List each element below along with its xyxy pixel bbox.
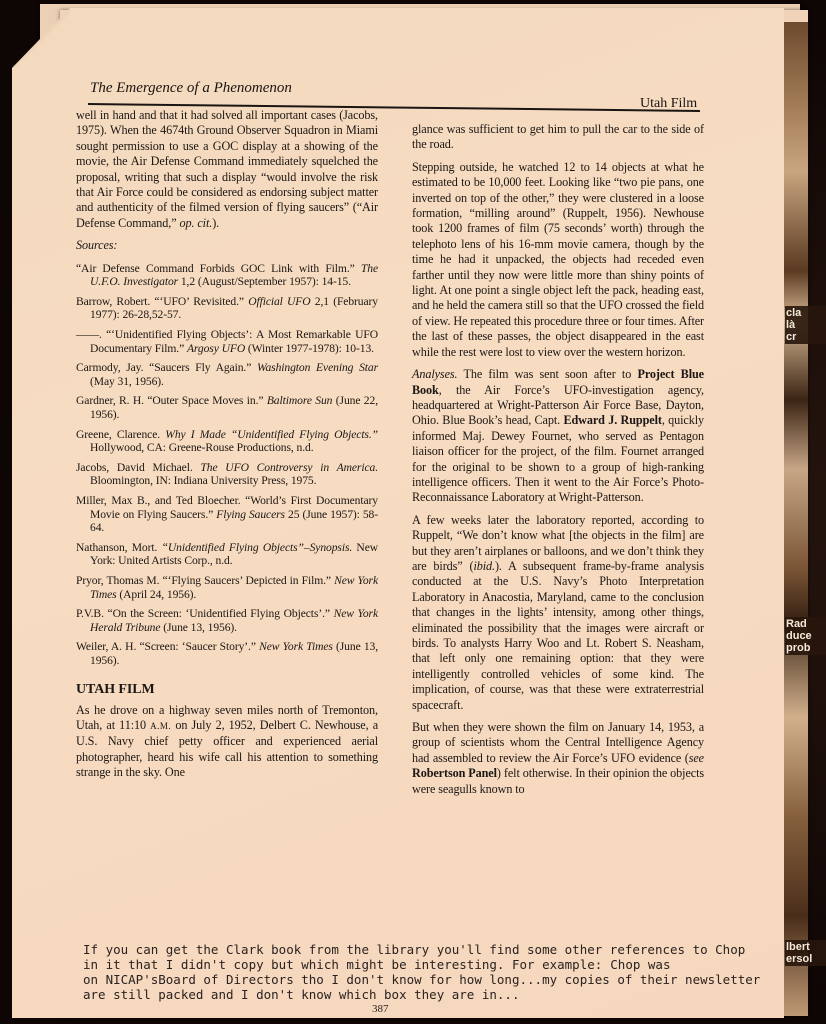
reference-details: (Winter 1977-1978): 10-13. bbox=[245, 341, 374, 355]
typed-row bbox=[83, 957, 783, 972]
reference-entry bbox=[76, 361, 378, 388]
reference-author: “Air Defense Command Forbids GOC Link with Film.” bbox=[76, 261, 361, 275]
text: But when they were shown the film on January 14, 1953, a group of scientists whom the Central Intelligence Agency had assembled to review the Air Force’s UFO evidence ( bbox=[412, 720, 704, 765]
reference-entry bbox=[76, 262, 378, 289]
time-small-caps: A.M. bbox=[150, 720, 172, 731]
reference-author: Barrow, Robert. “‘UFO’ Revisited.” bbox=[76, 294, 249, 308]
reference-author: P.V.B. “On the Screen: ‘Unidentified Flying Objects’.” bbox=[76, 607, 334, 621]
background-fragment-text: cla là cr bbox=[785, 306, 826, 344]
reference-title: Flying Saucers bbox=[216, 507, 285, 521]
cross-reference: Edward J. Ruppelt bbox=[563, 413, 662, 428]
cross-reference: Robertson Panel bbox=[412, 766, 497, 781]
reference-details: (June 13, 1956). bbox=[90, 640, 379, 667]
reference-author: Pryor, Thomas M. “‘Flying Saucers’ Depicted in Film.” bbox=[76, 573, 335, 587]
analyses-paragraph bbox=[412, 367, 704, 506]
citation-italic: ibid. bbox=[473, 558, 495, 573]
reference-entry bbox=[76, 541, 378, 568]
reference-title: The UFO Controversy in America. bbox=[200, 460, 378, 474]
reference-entry bbox=[76, 461, 378, 488]
reference-author: Greene, Clarence. bbox=[76, 427, 166, 441]
background-fragment-text: lbert ersol bbox=[785, 940, 826, 966]
reference-details: New York: United Artists Corp., n.d. bbox=[90, 540, 379, 568]
reference-title: The U.F.O. Investigator bbox=[90, 261, 378, 289]
typed-line: are still packed and I don't know which box they are in... bbox=[83, 987, 520, 1002]
reference-title: New York Herald Tribune bbox=[90, 607, 378, 634]
reference-title: Baltimore Sun bbox=[266, 394, 333, 408]
reference-author: Jacobs, David Michael. bbox=[76, 460, 201, 474]
reference-author: Nathanson, Mort. bbox=[76, 540, 162, 554]
background-photo-strip bbox=[784, 22, 808, 1016]
reference-details: 1,2 (August/September 1957): 14-15. bbox=[178, 275, 351, 289]
paragraph bbox=[412, 513, 704, 713]
reference-author: ——. “‘Unidentified Flying Objects’: A Most Remarkable UFO Documentary Film.” bbox=[76, 328, 378, 355]
right-column bbox=[412, 122, 704, 804]
running-head-left: The Emergence of a Phenomenon bbox=[90, 80, 292, 96]
cross-reference: Project Blue Book bbox=[412, 367, 704, 397]
typewritten-note bbox=[83, 942, 783, 1002]
reference-title: Argosy UFO bbox=[186, 341, 246, 355]
typed-line: on NICAP'sBoard of Directors tho I don't know for how long...my copies of their newsletter bbox=[83, 972, 761, 987]
text: , quickly informed Maj. Dewey Fournet, who served as Pentagon liaison officer for the project, of the film. Fournet arranged for the original to be shown to a group of high-ranking intelligence officers. Then it went to the Air Force’s Photo-Reconnaissance Laboratory at Wright-Patterson. bbox=[412, 413, 704, 505]
section-text: on July 2, 1952, Delbert C. Newhouse, a U.S. Navy chief petty officer and experienced aerial photographer, heard his wife call his attention to something strange in the sky. One bbox=[76, 717, 378, 780]
reference-entry bbox=[76, 574, 378, 601]
text: ) felt otherwise. In their opinion the objects were seagulls known to bbox=[412, 766, 705, 796]
reference-list bbox=[76, 262, 378, 668]
text: A few weeks later the laboratory reported, according to Ruppelt, “We don’t know what [the objects in the film] are but they aren’t airplanes or balloons, and we don’t think they are birds” ( bbox=[412, 512, 704, 573]
reference-details: Hollywood, CA: Greene-Rouse Productions, n.d. bbox=[90, 441, 314, 455]
reference-author: Gardner, R. H. “Outer Space Moves in.” bbox=[76, 394, 267, 408]
reference-title: “Unidentified Flying Objects”–Synopsis. bbox=[161, 540, 353, 554]
background-fragment-text: Rad duce prob bbox=[785, 617, 826, 655]
reference-entry bbox=[76, 640, 378, 667]
reference-entry bbox=[76, 428, 378, 455]
reference-details: 2,1 (February 1977): 26-28,52-57. bbox=[90, 294, 379, 322]
section-text: As he drove on a highway seven miles north of Tremonton, Utah, at 11:10 bbox=[76, 702, 378, 732]
reference-entry bbox=[76, 394, 378, 421]
see-italic: see bbox=[688, 750, 704, 765]
reference-author: Miller, Max B., and Ted Bloecher. “World’s First Documentary Movie on Flying Saucers.” bbox=[76, 493, 378, 521]
reference-details: (June 13, 1956). bbox=[160, 620, 237, 634]
typed-line: If you can get the Clark book from the library you'll find some other references to Chop bbox=[83, 942, 746, 957]
text: ). A subsequent frame-by-frame analysis conducted at the U.S. Navy’s Photo Interpretation Laboratory in Anacostia, Maryland, came to the conclusion that changes in the lights’ intensity, among other things, eliminated the possibility that the images were aircraft or birds. To analysts Harry Woo and Lt. Robert S. Neasham, that left only one remaining option: that they were intelligently controlled vehicles of some kind. The implication, of course, was that these were extraterrestrial spacecraft. bbox=[412, 558, 704, 712]
text: , the Air Force’s UFO-investigation agency, headquartered at Wright-Patterson Air Force Base, Dayton, Ohio. Blue Book’s head, Capt. bbox=[412, 382, 704, 428]
reference-entry bbox=[76, 494, 378, 535]
reference-title: Washington Evening Star bbox=[256, 361, 378, 375]
page-number: 387 bbox=[372, 1003, 389, 1015]
intro-end: ). bbox=[212, 215, 220, 230]
reference-details: 25 (June 1957): 58-64. bbox=[90, 507, 378, 535]
reference-entry bbox=[76, 328, 378, 355]
sources-label: Sources: bbox=[76, 238, 118, 253]
left-column bbox=[76, 108, 378, 788]
section-paragraph bbox=[76, 703, 378, 781]
reference-details: (April 24, 1956). bbox=[116, 587, 197, 601]
intro-paragraph bbox=[76, 108, 378, 231]
reference-author: Carmody, Jay. “Saucers Fly Again.” bbox=[76, 361, 257, 375]
text: The film was sent soon after to bbox=[457, 367, 638, 382]
reference-title: New York Times bbox=[90, 573, 378, 601]
citation-italic: op. cit. bbox=[179, 215, 213, 230]
section-heading: UTAH FILM bbox=[76, 681, 155, 697]
paragraph: Stepping outside, he watched 12 to 14 objects at what he estimated to be 10,000 feet. Looking like “two pie pans, one inverted on top of the other,” they were clustered in a loose formation, “milling around” (Ruppelt, 1956). Newhouse took 1200 frames of film (75 seconds’ worth) through the telephoto lens of his 16-mm movie camera, though by the time he had it unpacked, the objects had receded even farther until they now were little more than shiny points of light. At one point a single object left the pack, heading east, and he held the camera still so that the UFO crossed the field of view. He repeated this procedure three or four times. After the last of these passes, the object disappeared in the east while the rest were lost to view over the western horizon. bbox=[412, 159, 704, 359]
reference-details: (May 31, 1956). bbox=[90, 374, 164, 388]
reference-details: Bloomington, IN: Indiana University Press, 1975. bbox=[90, 474, 317, 488]
typed-line: in it that I didn't copy but which might be interesting. For example: bbox=[83, 957, 603, 972]
reference-title: Why I Made “Unidentified Flying Objects.” bbox=[165, 427, 378, 441]
reference-entry bbox=[76, 607, 378, 634]
reference-title: Official UFO bbox=[248, 294, 311, 308]
intro-text: well in hand and that it had solved all important cases (Jacobs, 1975). When the 4674th Ground Observer Squadron in Miami sought permission to use a GOC display at a showing of the movie, the Air Defense Command immediately squelched the proposal, writing that such a display “would involve the risk that Air Force could be considered as endorsing subject matter and authenticity of the filmed version of flying saucers” (“Air Defense Command,” bbox=[76, 108, 378, 230]
typed-line-tail: Chop was bbox=[610, 957, 671, 972]
paragraph: glance was sufficient to get him to pull the car to the side of the road. bbox=[412, 122, 704, 152]
reference-title: New York Times bbox=[259, 640, 333, 654]
reference-details: (June 22, 1956). bbox=[90, 394, 378, 421]
reference-entry bbox=[76, 295, 378, 322]
reference-author: Weiler, A. H. “Screen: ‘Saucer Story’.” bbox=[76, 640, 260, 654]
analyses-label: Analyses. bbox=[412, 367, 458, 382]
running-head-right: Utah Film bbox=[640, 96, 698, 111]
paragraph bbox=[412, 720, 704, 797]
